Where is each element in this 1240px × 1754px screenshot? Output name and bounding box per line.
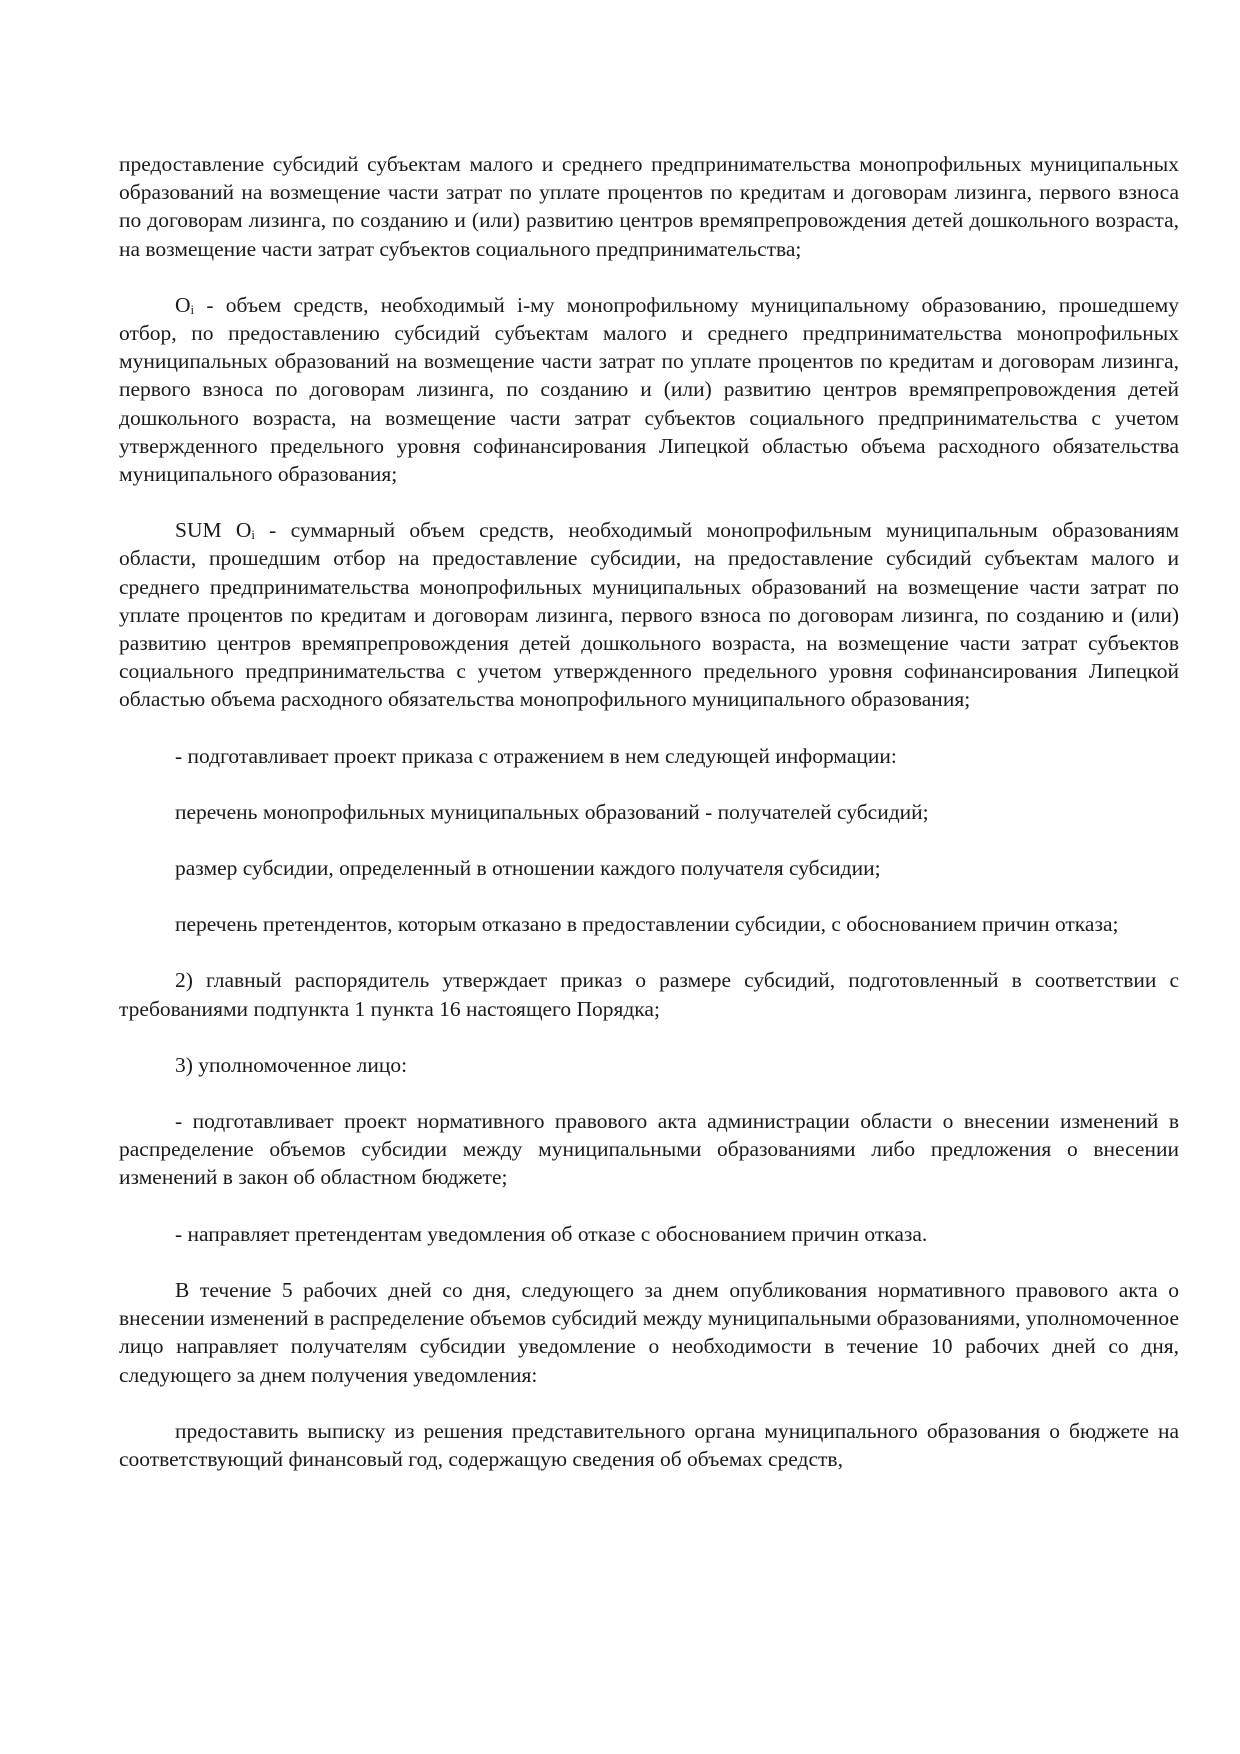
paragraph-sum-oi-definition: SUM Oᵢ - суммарный объем средств, необходимый монопрофильным муниципальным образованиям области, прошедшим отбор на предоставление субсидии, на предоставление субсидий субъектам малого и среднего предпринимательства монопрофильных муниципальных образований на возмещение части затрат по уплате процентов по кредитам и договорам лизинга, первого взноса по договорам лизинга, по созданию и (или) развитию центров времяпрепровождения детей дошкольного возраста, на возмещение части затрат субъектов социального предпринимательства с учетом утвержденного предельного уровня софинансирования Липецкой областью объема расходного обязательства монопрофильного муниципального образования; (119, 518, 1179, 712)
paragraph-subsidy-size: размер субсидии, определенный в отношении каждого получателя субсидии; (175, 856, 881, 881)
paragraph-list-refused: перечень претендентов, которым отказано в предоставлении субсидии, с обоснованием причин отказа; (175, 912, 1119, 937)
paragraph-prepare-order: - подготавливает проект приказа с отражением в нем следующей информации: (175, 743, 897, 768)
paragraph-send-refusals: - направляет претендентам уведомления об отказе с обоснованием причин отказа. (175, 1221, 928, 1246)
paragraph-continuation: предоставление субсидий субъектам малого и среднего предпринимательства монопрофильных муниципальных образований на возмещение части затрат по уплате процентов по кредитам и договорам лизинга, первого взноса по договорам лизинга, по созданию и (или) развитию центров времяпрепровождения детей дошкольного возраста, на возмещение части затрат субъектов социального предпринимательства; (119, 152, 1179, 261)
paragraph-oi-definition: Oᵢ - объем средств, необходимый i-му монопрофильному муниципальному образованию, прошедшему отбор, по предоставлению субсидий субъектам малого и среднего предпринимательства монопрофильных муниципальных образований на возмещение части затрат по уплате процентов по кредитам и договорам лизинга, первого взноса по договорам лизинга, по созданию и (или) развитию центров времяпрепровождения детей дошкольного возраста, на возмещение части затрат субъектов социального предпринимательства с учетом утвержденного предельного уровня софинансирования Липецкой областью объема расходного обязательства муниципального образования; (119, 292, 1179, 487)
paragraph-provide-extract: предоставить выписку из решения представительного органа муниципального образования о бюджете на соответствующий финансовый год, содержащую сведения об объемах средств, (119, 1418, 1179, 1471)
paragraph-within-5-days: В течение 5 рабочих дней со дня, следующего за днем опубликования нормативного правового акта о внесении изменений в распределение объемов субсидий между муниципальными образованиями, уполномоченное лицо направляет получателям субсидии уведомление о необходимости в течение 10 рабочих дней со дня, следующего за днем получения уведомления: (119, 1277, 1179, 1387)
paragraph-prepare-act: - подготавливает проект нормативного правового акта администрации области о внесении изменений в распределение объемов субсидии между муниципальными образованиями либо предложения о внесении изменений в закон об областном бюджете; (119, 1109, 1179, 1190)
paragraph-item-2: 2) главный распорядитель утверждает приказ о размере субсидий, подготовленный в соответствии с требованиями подпункта 1 пункта 16 настоящего Порядка; (119, 968, 1179, 1021)
paragraph-list-recipients: перечень монопрофильных муниципальных образований - получателей субсидий; (175, 799, 929, 824)
document-page (119, 150, 1179, 1501)
paragraph-item-3: 3) уполномоченное лицо: (175, 1052, 408, 1077)
